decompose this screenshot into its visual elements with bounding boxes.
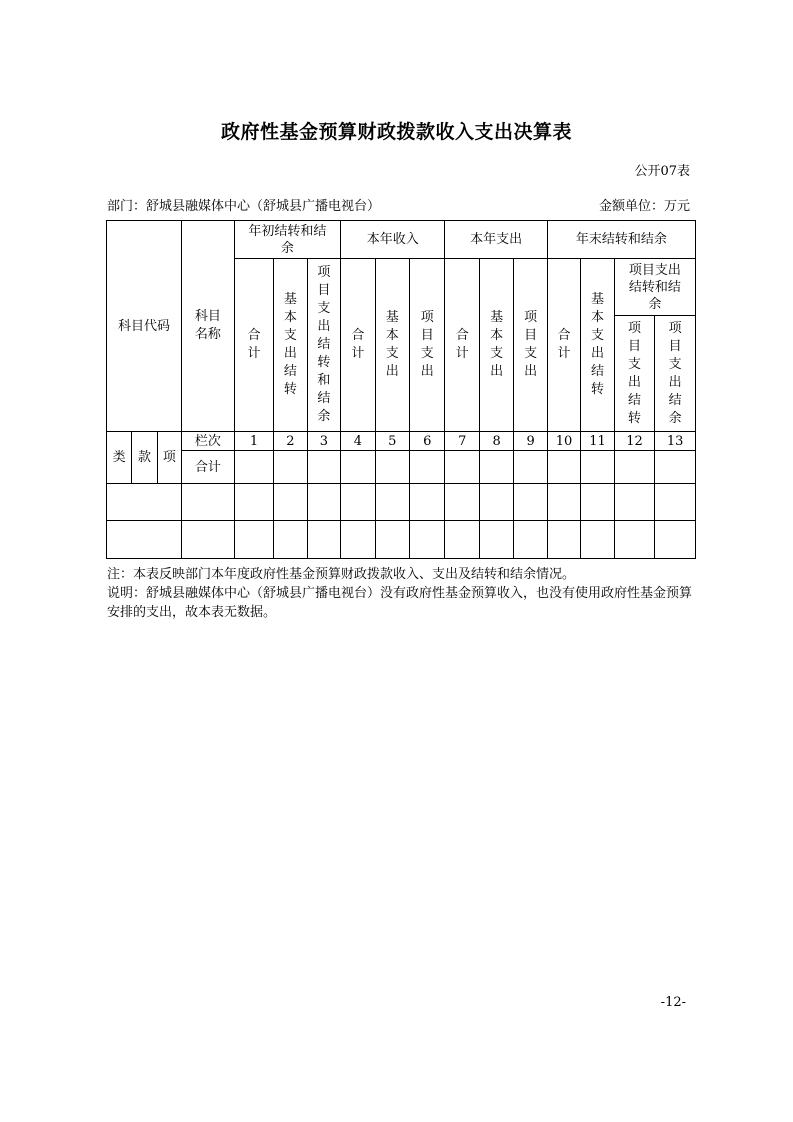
closing-project-surplus-header: 项目支出结余 [655, 316, 696, 432]
subject-name-header: 科目名称 [181, 221, 234, 432]
expense-project-header: 项目支出 [514, 259, 547, 432]
section-label: 款 [132, 432, 157, 484]
closing-basic-carry-header: 基本支出结转 [581, 259, 614, 432]
category-label: 类 [107, 432, 132, 484]
closing-project-group-header: 项目支出结转和结余 [614, 259, 695, 316]
column-number: 4 [341, 432, 375, 451]
column-number: 13 [655, 432, 696, 451]
column-number: 9 [514, 432, 547, 451]
column-number: 6 [410, 432, 445, 451]
table-row [107, 432, 696, 451]
notes [107, 565, 697, 622]
note-line: 注：本表反映部门本年度政府性基金预算财政拨款收入、支出及结转和结余情况。 [107, 567, 576, 582]
column-number: 12 [614, 432, 655, 451]
form-number: 公开07表 [634, 164, 690, 179]
expense-basic-header: 基本支出 [479, 259, 513, 432]
expense-total-header: 合计 [445, 259, 479, 432]
expense-header: 本年支出 [445, 221, 547, 259]
department-label: 部门：舒城县融媒体中心（舒城县广播电视台） [107, 199, 381, 214]
subject-code-header: 科目代码 [107, 221, 182, 432]
income-total-header: 合计 [341, 259, 375, 432]
opening-project-carry-surplus-header: 项目支出结转和结余 [307, 259, 340, 432]
closing-balance-header: 年末结转和结余 [547, 221, 695, 259]
table-row [107, 521, 696, 559]
income-basic-header: 基本支出 [375, 259, 409, 432]
column-number: 10 [547, 432, 580, 451]
explanation-line: 说明：舒城县融媒体中心（舒城县广播电视台）没有政府性基金预算收入，也没有使用政府性基金预算安排的支出，故本表无数据。 [107, 586, 693, 620]
income-header: 本年收入 [341, 221, 445, 259]
column-number: 3 [307, 432, 340, 451]
page-number: -12- [660, 995, 686, 1010]
table-row [107, 484, 696, 521]
item-label: 项 [157, 432, 181, 484]
budget-table [106, 220, 696, 559]
opening-basic-carry-header: 基本支出结转 [274, 259, 307, 432]
table-row [107, 451, 696, 484]
column-number: 8 [479, 432, 513, 451]
opening-balance-header: 年初结转和结余 [234, 221, 340, 259]
column-number: 5 [375, 432, 409, 451]
total-row-label: 合计 [181, 451, 234, 484]
unit-label: 金额单位：万元 [598, 199, 690, 214]
opening-total-header: 合计 [234, 259, 274, 432]
page-title: 政府性基金预算财政拨款收入支出决算表 [220, 121, 572, 143]
closing-total-header: 合计 [547, 259, 580, 432]
income-project-header: 项目支出 [410, 259, 445, 432]
column-number: 2 [274, 432, 307, 451]
column-number: 7 [445, 432, 479, 451]
closing-project-carry-header: 项目支出结转 [614, 316, 655, 432]
column-index-label: 栏次 [181, 432, 234, 451]
column-number: 1 [234, 432, 274, 451]
column-number: 11 [581, 432, 614, 451]
